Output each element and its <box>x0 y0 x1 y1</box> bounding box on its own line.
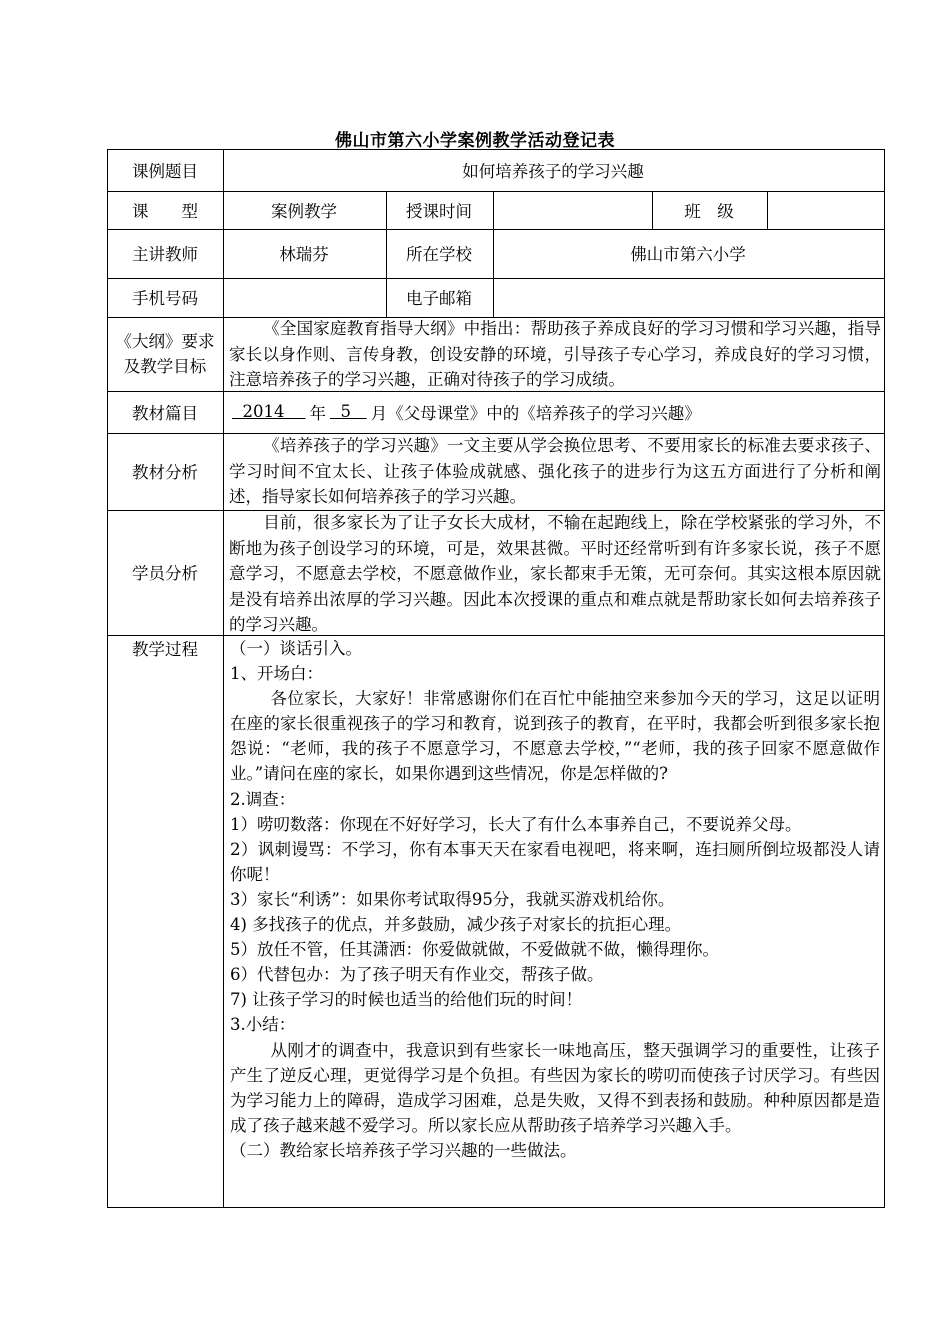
topic-value: 如何培养孩子的学习兴趣 <box>462 162 644 181</box>
process-line: 7) 让孩子学习的时候也适当的给他们玩的时间！ <box>230 990 583 1010</box>
process-line: 6）代替包办：为了孩子明天有作业交，帮孩子做。 <box>230 965 604 985</box>
outline-text-body: 《全国家庭教育指导大纲》中指出：帮助孩子养成良好的学习习惯和学习兴趣，指导家长以身作则、言传身教，创设安静的环境，引导孩子专心学习，养成良好的学习习惯，注意培养孩子的学习兴趣，正确对待孩子的学习成绩。 <box>229 319 881 389</box>
material-value <box>232 391 882 432</box>
school-value: 佛山市第六小学 <box>630 245 746 264</box>
process-line: 5）放任不管，任其潇洒：你爱做就做，不爱做就不做，懒得理你。 <box>230 940 719 960</box>
outline-label <box>108 317 222 390</box>
email-label: 电子邮箱 <box>406 289 472 308</box>
material-label: 教材篇目 <box>132 403 198 423</box>
phone-value <box>223 278 385 316</box>
phone-label: 手机号码 <box>132 289 198 308</box>
type-value: 案例教学 <box>271 201 337 221</box>
process-line: 3）家长“利诱”：如果你考试取得95分，我就买游戏机给你。 <box>230 889 675 909</box>
analysis-label: 教材分析 <box>132 463 198 482</box>
teacher-label: 主讲教师 <box>132 245 198 264</box>
process-line: 1）唠叨数落：你现在不好好学习，长大了有什么本事养自己，不要说养父母。 <box>230 814 802 834</box>
process-line: 2.调查： <box>230 789 296 809</box>
material-source: 月《父母课堂》中的《培养孩子的学习兴趣》 <box>370 403 701 423</box>
process-paragraph: 各位家长，大家好！非常感谢你们在百忙中能抽空来参加今天的学习，这足以证明在座的家长很重视孩子的学习和教育，说到孩子的教育，在平时，我都会听到很多家长抱怨说：“老师，我的孩子不愿意学习，不愿意去学校，”“老师，我的孩子回家不愿意做作业。”请问在座的家长，如果你遇到这些情况，你是怎样做的? <box>230 689 880 784</box>
email-value <box>493 278 883 316</box>
students-text <box>229 510 881 638</box>
students-label: 学员分析 <box>132 564 198 583</box>
class-value <box>767 191 883 228</box>
students-text-body: 目前，很多家长为了让子女长大成材，不输在起跑线上，除在学校紧张的学习外，不断地为孩子创设学习的环境，可是，效果甚微。平时还经常听到有许多家长说，孩子不愿意学习，不愿意去学校，不愿意做作业，家长都束手无策，无可奈何。其实这根本原因就是没有培养出浓厚的学习兴趣。因此本次授课的重点和难点就是帮助家长如何去培养孩子的学习兴趣。 <box>229 513 881 634</box>
material-month: 5 <box>340 402 351 421</box>
outline-text <box>229 316 881 393</box>
process-line: （二）教给家长培养孩子学习兴趣的一些做法。 <box>230 1140 577 1160</box>
process-label: 教学过程 <box>132 640 198 659</box>
topic-label: 课例题目 <box>132 162 198 181</box>
process-line: 4) 多找孩子的优点，并多鼓励，减少孩子对家长的抗拒心理。 <box>230 915 682 935</box>
process-paragraph: 从刚才的调查中，我意识到有些家长一味地高压，整天强调学习的重要性，让孩子产生了逆反心理，更觉得学习是个负担。有些因为家长的唠叨而使孩子讨厌学习。有些因为学习能力上的障碍，造成学习困难，总是失败，又得不到表扬和鼓励。种种原因都是造成了孩子越来越不爱学习。所以家长应从帮助孩子培养学习兴趣入手。 <box>230 1040 880 1135</box>
analysis-text-body: 《培养孩子的学习兴趣》一文主要从学会换位思考、不要用家长的标准去要求孩子、学习时间不宜太长、让孩子体验成就感、强化孩子的进步行为这五方面进行了分析和阐述，指导家长如何培养孩子的学习兴趣。 <box>229 436 881 506</box>
school-label: 所在学校 <box>406 245 472 264</box>
time-value <box>493 191 651 228</box>
process-text <box>230 636 880 1163</box>
material-year: 2014 <box>242 402 285 421</box>
process-line: 1、开场白： <box>230 664 323 684</box>
type-label: 课 型 <box>132 201 198 221</box>
outline-label-line1: 《大纲》要求 <box>115 331 215 351</box>
process-line: （一）谈话引入。 <box>230 639 362 658</box>
analysis-text <box>229 433 881 510</box>
process-line: 3.小结： <box>230 1015 296 1035</box>
material-year-unit: 年 <box>309 403 326 423</box>
time-label: 授课时间 <box>406 201 472 221</box>
class-label: 班 级 <box>684 201 734 221</box>
process-line: 2）讽刺谩骂：不学习，你有本事天天在家看电视吧，将来啊，连扫厕所倒垃圾都没人请你呢！ <box>230 839 880 884</box>
outline-label-line2: 及教学目标 <box>123 356 207 376</box>
teacher-value: 林瑞芬 <box>279 245 329 264</box>
page-title: 佛山市第六小学案例教学活动登记表 <box>335 131 615 151</box>
